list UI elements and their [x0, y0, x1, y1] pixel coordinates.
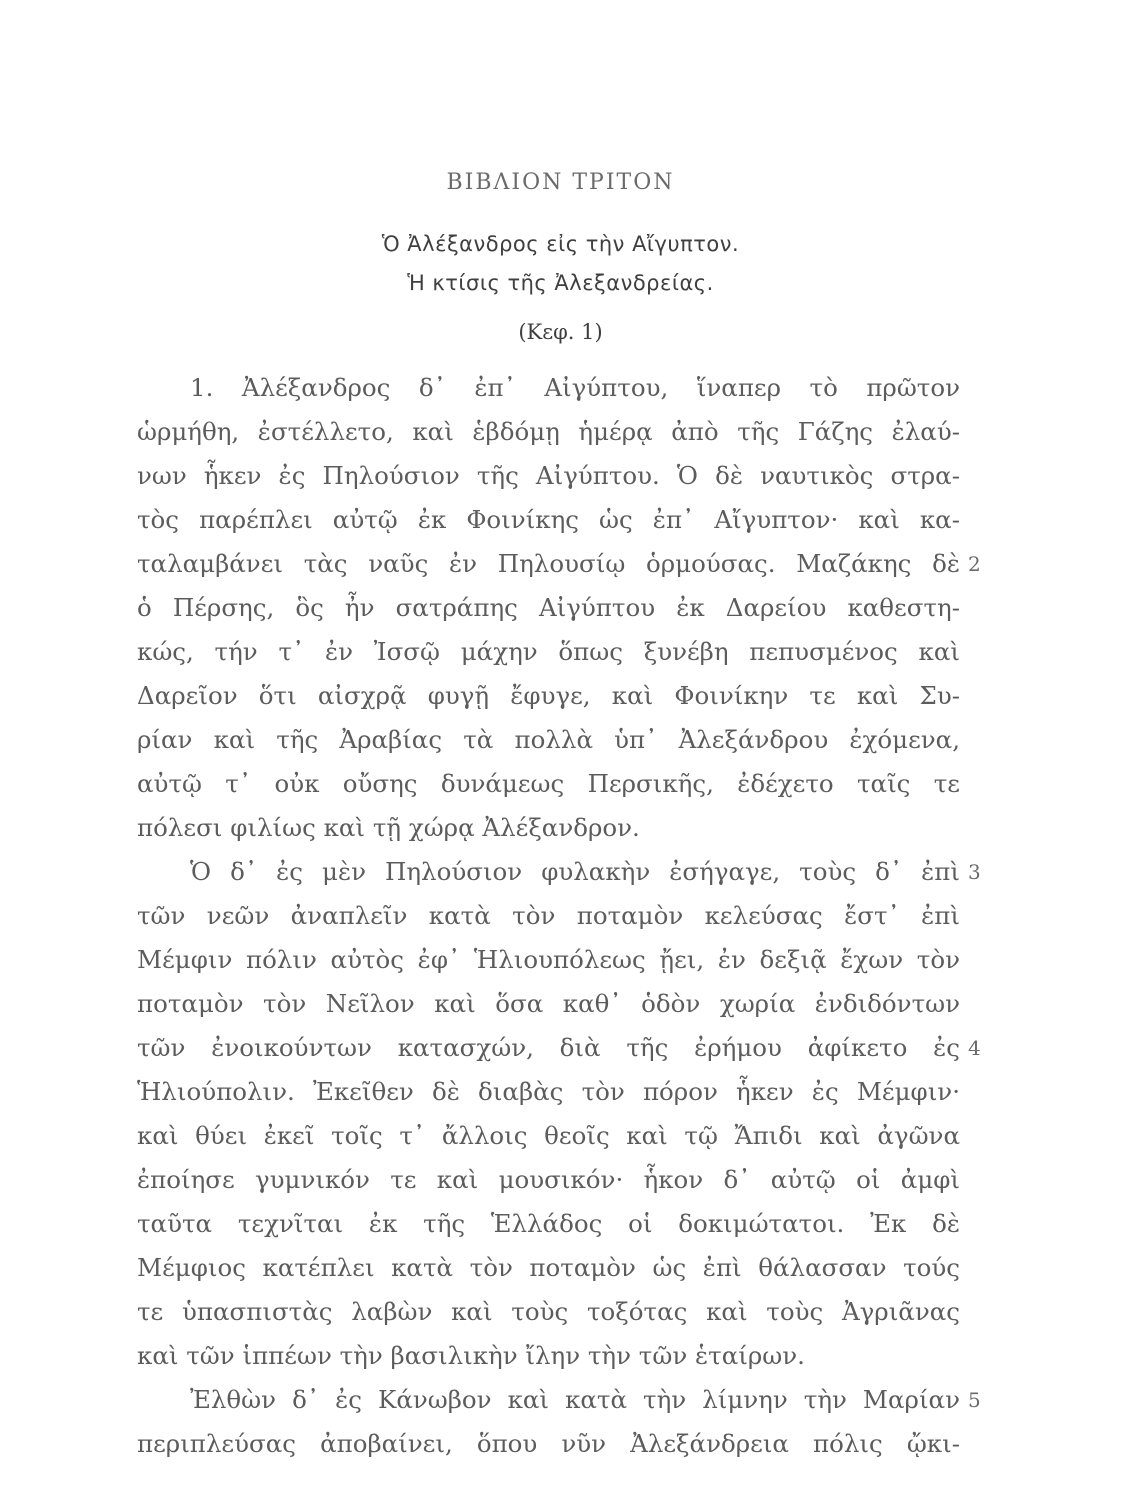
text-line: αὐτῷ τ᾽ οὐκ οὔσης δυνάμεως Περσικῆς, ἐδέχετο ταῖς τε	[137, 769, 960, 798]
text-line: τὸς παρέπλει αὐτῷ ἐκ Φοινίκης ὡς ἐπ᾽ Αἴγυπτον· καὶ κα-	[137, 505, 960, 534]
text-line: καὶ θύει ἐκεῖ τοῖς τ᾽ ἄλλοις θεοῖς καὶ τῷ Ἄπιδι καὶ ἀγῶνα	[137, 1121, 960, 1150]
text-line: νων ἧκεν ἐς Πηλούσιον τῆς Αἰγύπτου. Ὁ δὲ ναυτικὸς στρα-	[137, 461, 960, 490]
text-line: Ὁ δ᾽ ἐς μὲν Πηλούσιον φυλακὴν ἐσήγαγε, τοὺς δ᾽ ἐπὶ	[190, 857, 960, 886]
book-title: ΒΙΒΛΙΟΝ ΤΡΙΤΟΝ	[446, 170, 675, 195]
section-number: 2	[968, 552, 981, 576]
text-line: κώς, τήν τ᾽ ἐν Ἰσσῷ μάχην ὅπως ξυνέβη πεπυσμένος καὶ	[137, 637, 960, 666]
text-line: Ἡλιούπολιν. Ἐκεῖθεν δὲ διαβὰς τὸν πόρον ἧκεν ἐς Μέμφιν·	[137, 1077, 960, 1106]
text-line: Ἐλθὼν δ᾽ ἐς Κάνωβον καὶ κατὰ τὴν λίμνην τὴν Μαρίαν	[190, 1385, 960, 1414]
text-line: ἐποίησε γυμνικόν τε καὶ μουσικόν· ἧκον δ᾽ αὐτῷ οἱ ἀμφὶ	[137, 1165, 960, 1194]
text-line: ταῦτα τεχνῖται ἐκ τῆς Ἑλλάδος οἱ δοκιμώτατοι. Ἐκ δὲ	[137, 1209, 960, 1238]
text-line: τῶν ἐνοικούντων κατασχών, διὰ τῆς ἐρήμου ἀφίκετο ἐς	[137, 1033, 960, 1062]
text-line: Δαρεῖον ὅτι αἰσχρᾷ φυγῇ ἔφυγε, καὶ Φοινίκην τε καὶ Συ-	[137, 681, 960, 710]
chapter-heading-2: Ἡ κτίσις τῆς Ἀλεξανδρείας.	[407, 271, 714, 295]
text-line: ὁ Πέρσης, ὃς ἦν σατράπης Αἰγύπτου ἐκ Δαρείου καθεστη-	[137, 593, 960, 622]
text-line: ὡρμήθη, ἐστέλλετο, καὶ ἑβδόμῃ ἡμέρᾳ ἀπὸ τῆς Γάζης ἐλαύ-	[137, 417, 960, 446]
section-number: 5	[968, 1388, 981, 1412]
text-line: Μέμφιν πόλιν αὐτὸς ἐφ᾽ Ἡλιουπόλεως ᾔει, ἐν δεξιᾷ ἔχων τὸν	[137, 945, 960, 974]
text-line: καὶ τῶν ἱππέων τὴν βασιλικὴν ἴλην τὴν τῶν ἑταίρων.	[137, 1341, 805, 1370]
text-line: Μέμφιος κατέπλει κατὰ τὸν ποταμὸν ὡς ἐπὶ θάλασσαν τούς	[137, 1253, 960, 1282]
text-line: ρίαν καὶ τῆς Ἀραβίας τὰ πολλὰ ὑπ᾽ Ἀλεξάνδρου ἐχόμενα,	[137, 725, 960, 754]
chapter-reference: (Κεφ. 1)	[518, 320, 603, 344]
text-line: τῶν νεῶν ἀναπλεῖν κατὰ τὸν ποταμὸν κελεύσας ἔστ᾽ ἐπὶ	[137, 901, 960, 930]
text-line: τε ὑπασπιστὰς λαβὼν καὶ τοὺς τοξότας καὶ τοὺς Ἀγριᾶνας	[137, 1297, 960, 1326]
text-line: 1. Ἀλέξανδρος δ᾽ ἐπ᾽ Αἰγύπτου, ἵναπερ τὸ πρῶτον	[190, 373, 960, 402]
text-line: πόλεσι φιλίως καὶ τῇ χώρᾳ Ἀλέξανδρον.	[137, 813, 640, 842]
chapter-heading-1: Ὁ Ἀλέξανδρος εἰς τὴν Αἴγυπτον.	[381, 232, 740, 256]
text-line: περιπλεύσας ἀποβαίνει, ὅπου νῦν Ἀλεξάνδρεια πόλις ᾤκι-	[137, 1429, 960, 1458]
text-line: ταλαμβάνει τὰς ναῦς ἐν Πηλουσίῳ ὁρμούσας. Μαζάκης δὲ	[137, 549, 960, 578]
section-number: 4	[968, 1036, 981, 1060]
section-number: 3	[968, 860, 981, 884]
text-line: ποταμὸν τὸν Νεῖλον καὶ ὅσα καθ᾽ ὁδὸν χωρία ἐνδιδόντων	[137, 989, 960, 1018]
